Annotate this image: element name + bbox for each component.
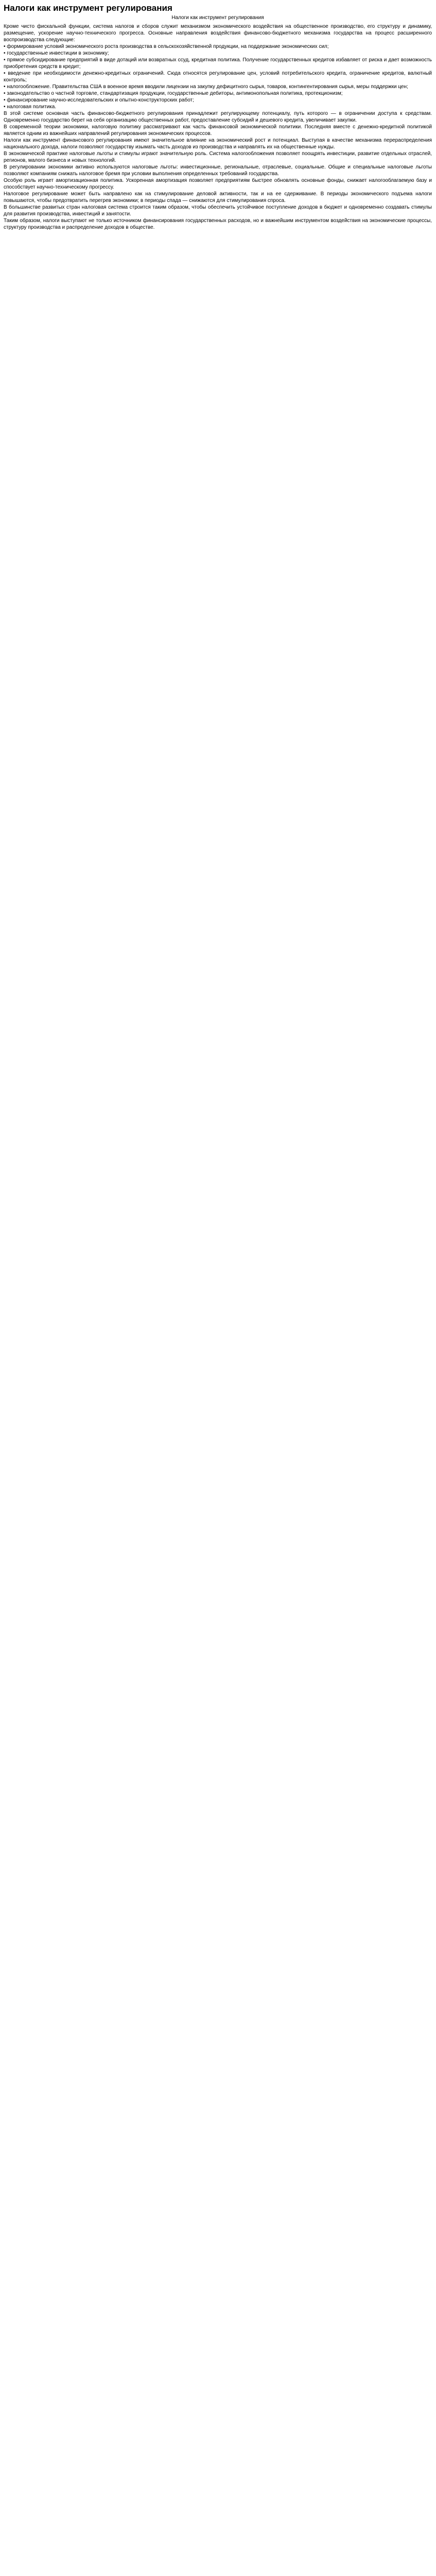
list-item: • формирование условий экономического роста производства в сельскохозяйственной продукции, на поддержание экономических сил; xyxy=(4,44,329,49)
paragraph: Налоговое регулирование может быть направлено как на стимулирование деловой активности, так и на ее сдерживание. В периоды экономического подъема налоги повышаются, чтобы предотвратить перегрев экономики; в периоды спада — снижаются для стимулирования спроса. xyxy=(4,191,432,204)
list-item: • налоговая политика. xyxy=(4,104,57,110)
paragraph: В экономической практике налоговые льготы и стимулы играют значительную роль. Система налогообложения позволяет поощрять инвестиции, развитие отдельных отраслей, регионов, малого бизнеса и новых технологий. xyxy=(4,151,432,163)
page xyxy=(0,0,436,231)
article-body xyxy=(4,23,432,231)
list-item: • финансирование научно-исследовательских и опытно-конструкторских работ; xyxy=(4,97,194,103)
page-subtitle: Налоги как инструмент регулирования xyxy=(171,15,264,21)
paragraph: В регулировании экономики активно используются налоговые льготы: инвестиционные, региональные, отраслевые, социальные. Общие и специальные налоговые льготы позволяют компаниям снижать налоговое бремя при условии выполнения определенных требований государства. xyxy=(4,164,432,177)
paragraph: Таким образом, налоги выступают не только источником финансирования государственных расходов, но и важнейшим инструментом воздействия на экономические процессы, структуру производства и распределение доходов в обществе. xyxy=(4,218,432,230)
list-item: • налогообложение. Правительства США в военное время вводили лицензии на закупку дефицитного сырья, товаров, контингентирования сырья, меры поддержки цен; xyxy=(4,84,408,90)
paragraph: Особую роль играет амортизационная политика. Ускоренная амортизация позволяет предприятиям быстрее обновлять основные фонды, снижает налогооблагаемую базу и способствует научно-техническому прогрессу. xyxy=(4,178,432,190)
paragraph: В большинстве развитых стран налоговая система строится таким образом, чтобы обеспечить устойчивое поступление доходов в бюджет и одновременно создавать стимулы для развития производства, инвестиций и занятости. xyxy=(4,205,432,217)
list-item: • введение при необходимости денежно-кредитных ограничений. Сюда относятся регулирование цен, условий потребительского кредита, ограничение кредитов, валютный контроль; xyxy=(4,71,432,83)
page-title: Налоги как инструмент регулирования xyxy=(4,3,172,13)
list-item: • государственные инвестиции в экономику; xyxy=(4,50,109,56)
list-item: • законодательство о частной торговле, стандартизация продукции, государственные дебиторы, антимонопольная политика, протекционизм; xyxy=(4,91,343,96)
list-item: • прямое субсидирование предприятий в виде дотаций или возвратных ссуд, кредитная политика. Получение государственных кредитов избавляет от риска и дает возможность приобретения средств в кредит; xyxy=(4,57,432,70)
paragraph: В современной теории экономики, налоговую политику рассматривают как часть финансовой экономической политики. Последняя вместе с денежно-кредитной политикой является одним из важнейших направлений регулирования экономических процессов. xyxy=(4,124,432,137)
paragraph: Налоги как инструмент финансового регулирования имеют значительное влияние на экономический рост и потенциал. Выступая в качестве механизма перераспределения национального дохода, налоги позволяют государству изымать часть доходов из производства и направлять их на общественные нужды. xyxy=(4,138,432,150)
paragraph: В этой системе основная часть финансово-бюджетного регулирования принадлежит регулирующему потенциалу, путь которого — в ограничении доступа к средствам. Одновременно государство берет на себя организацию общественных работ, предоставление субсидий и дешевого кредита, увеличивает закупки. xyxy=(4,111,432,123)
paragraph: Кроме чисто фискальной функции, система налогов и сборов служит механизмом экономического воздействия на общественное производство, его структуру и динамику, размещение, ускорение научно-технического прогресса. Основные направления воздействия финансово-бюджетного механизма государства на процесс расширенного воспроизводства следующие: xyxy=(4,24,432,43)
